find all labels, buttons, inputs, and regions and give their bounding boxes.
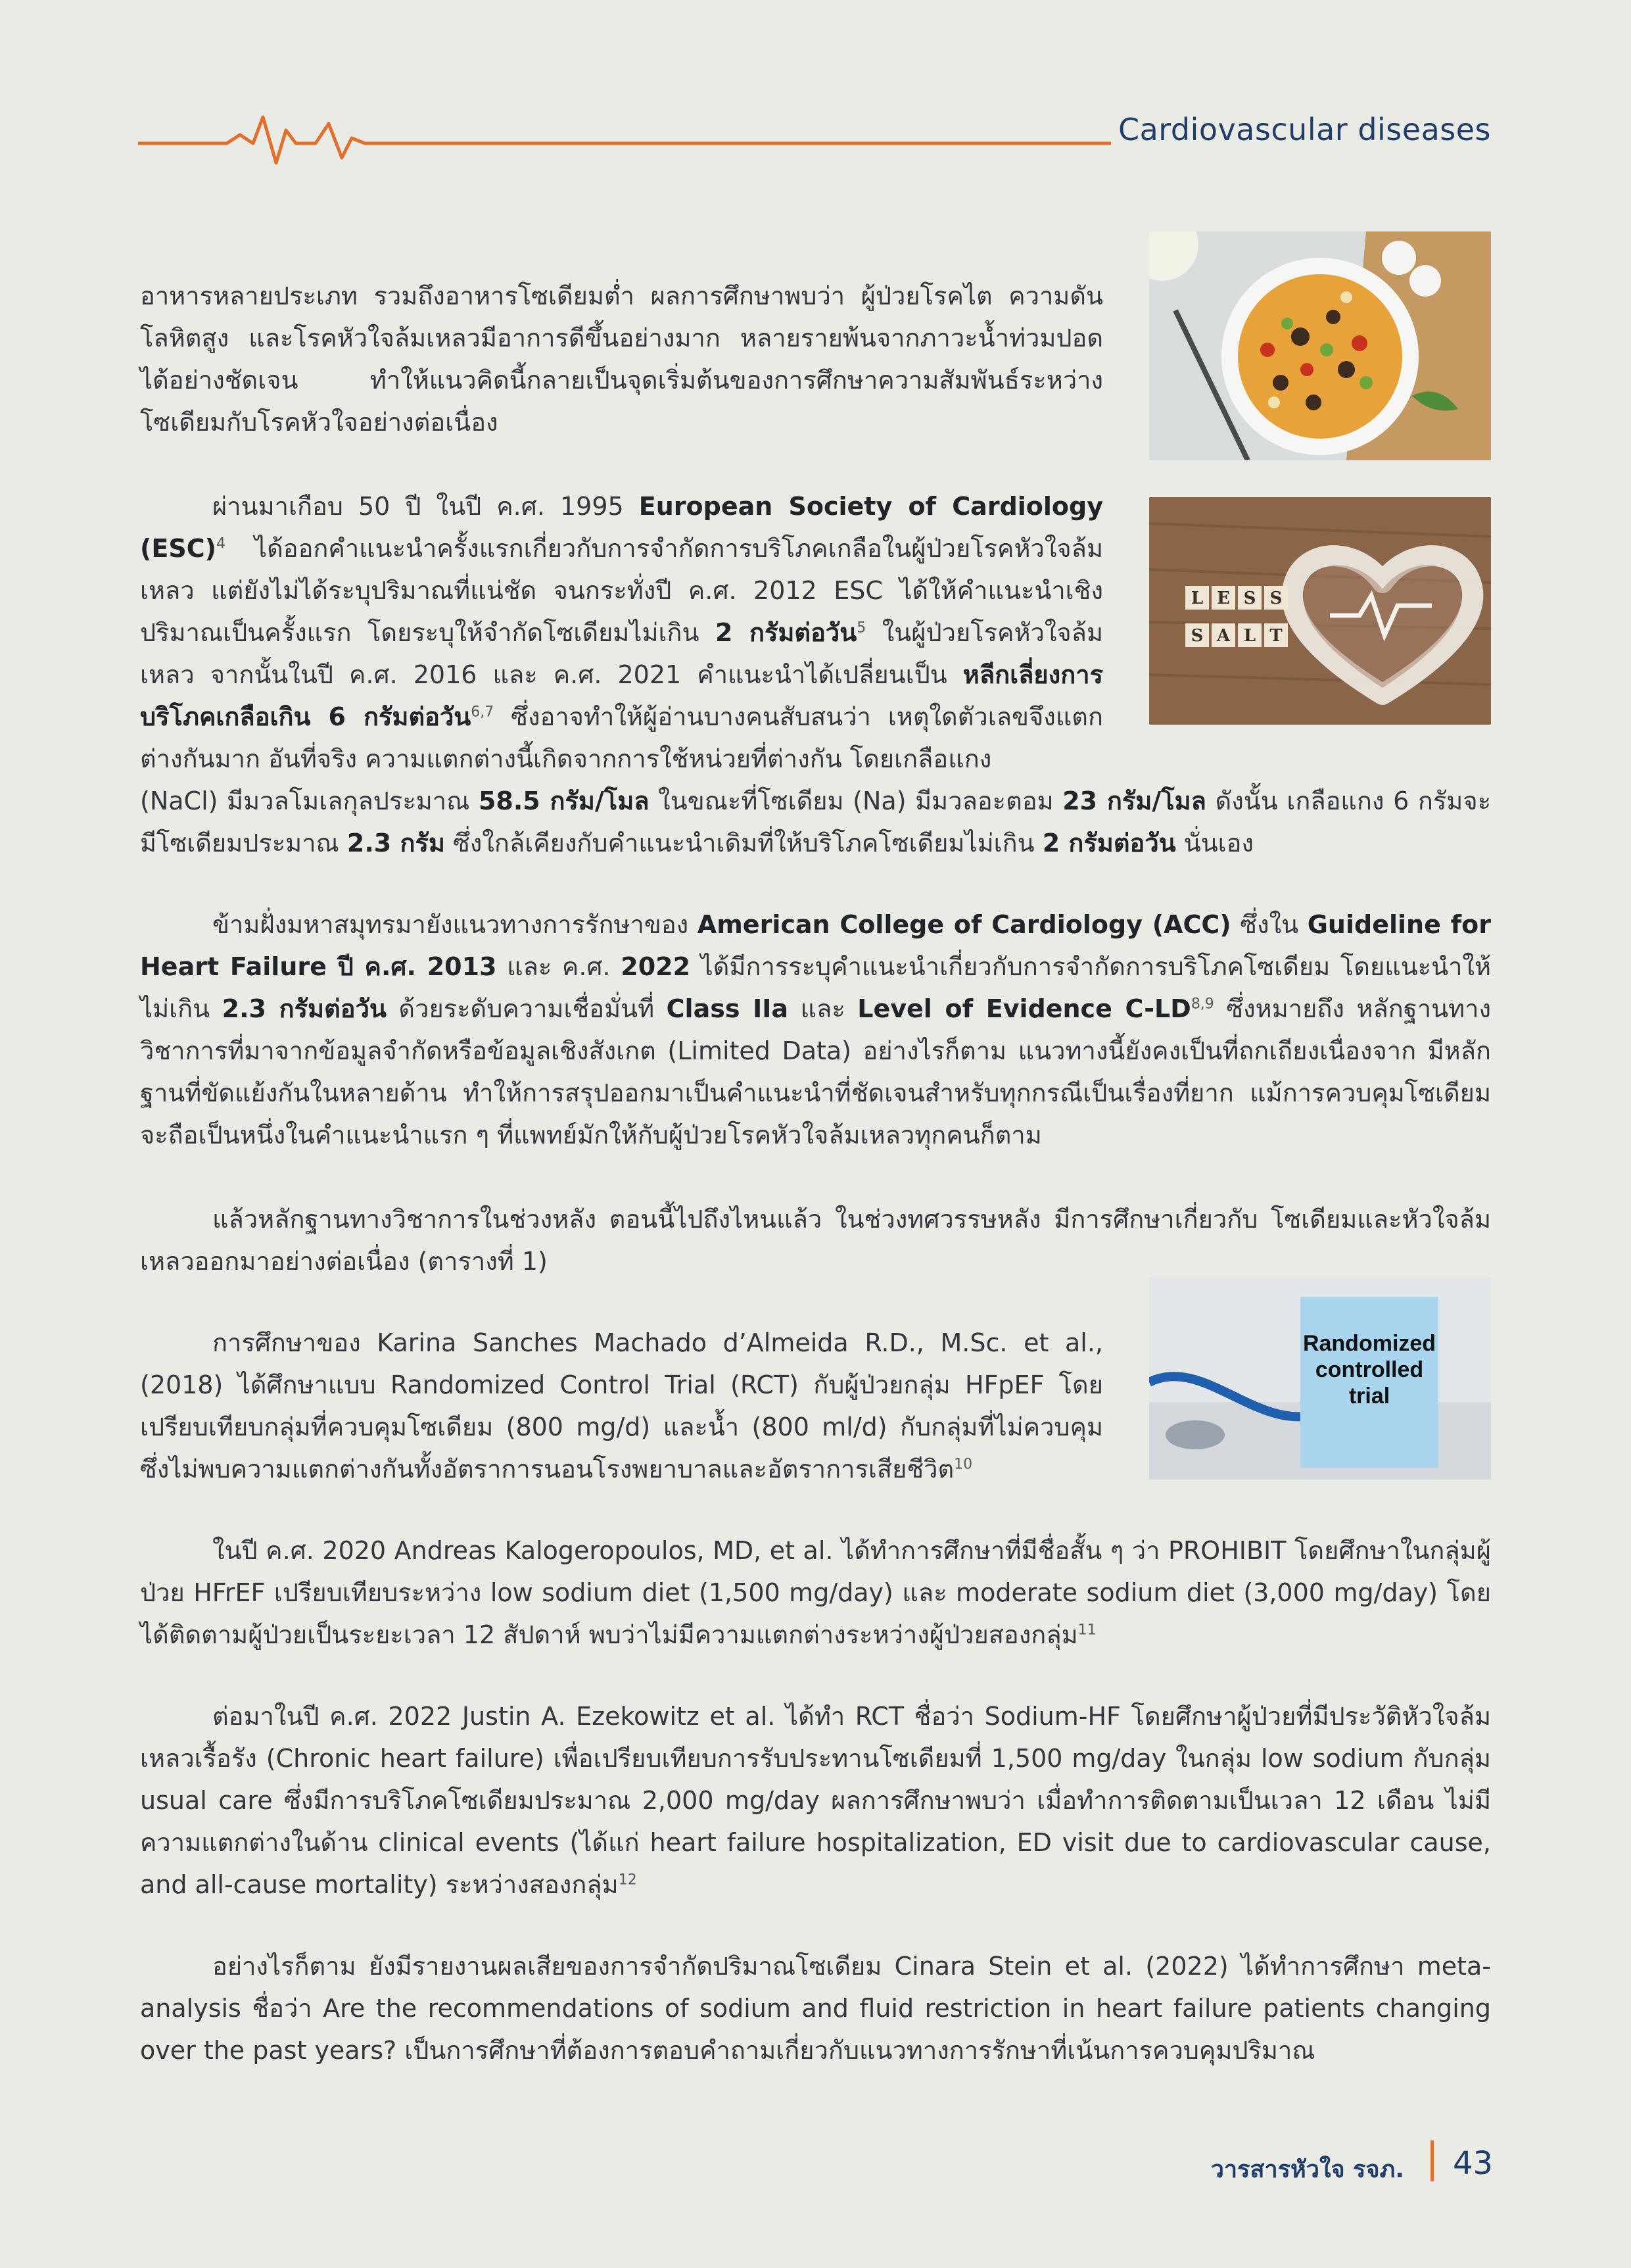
less-salt-heart-icon <box>1149 497 1491 725</box>
rice-salad-bowl-icon <box>1149 231 1491 460</box>
rct-label-2: controlled <box>1315 1357 1424 1382</box>
tile-s2: S <box>1269 589 1283 608</box>
section-title: Cardiovascular diseases <box>1118 112 1491 147</box>
journal-name: วารสารหัวใจ รจภ. <box>1210 2156 1404 2183</box>
tile-s1: S <box>1243 589 1256 608</box>
paragraph-7: ต่อมาในปี ค.ศ. 2022 Justin A. Ezekowitz et al. ได้ทำ RCT ชื่อว่า Sodium-HF โดยศึกษาผู้ป่วยที่มีประวัติหัวใจล้มเหลวเรื้อรัง (Chronic heart failure) เพื่อเปรียบเทียบการรับประทานโซเดียมที่ 1,500 mg/day ในกลุ่ม low sodium กับกลุ่ม usual care ซึ่งมีการบริโภคโซเดียมประมาณ 2,000 mg/day ผลการศึกษาพบว่า เมื่อทำการติดตามเป็นเวลา 12 เดือน ไม่มีความแตกต่างในด้าน clinical events (ได้แก่ heart failure hospitalization, ED visit due to cardiovascular cause, and all-cause mortality) ระหว่างสองกลุ่ม$^{12}$ <box>140 1702 1491 1899</box>
paragraph-5: การศึกษาของ Karina Sanches Machado d’Almeida R.D., M.Sc. et al., (2018) ได้ศึกษาแบบ Randomized Control Trial (RCT) กับผู้ป่วยกลุ่ม HFpEF โดยเปรียบเทียบกลุ่มที่ควบคุมโซเดียม (800 mg/d) และน้ำ (800 ml/d) กับกลุ่มที่ไม่ควบคุม ซึ่งไม่พบความแตกต่างกันทั้งอัตราการนอนโรงพยาบาลและอัตราการเสียชีวิต$^{10}$ <box>140 1328 1103 1484</box>
rct-label-1: Randomized <box>1302 1331 1436 1356</box>
paragraph-3: ข้ามฝั่งมหาสมุทรมายังแนวทางการรักษาของ American College of Cardiology (ACC) ซึ่งใน Guideline for Heart Failure ปี ค.ศ. 2013 และ ค.ศ. 2022 ได้มีการระบุคำแนะนำเกี่ยวกับการจำกัดการบริโภคโซเดียม โดยแนะนำให้ไม่เกิน 2.3 กรัมต่อวัน ด้วยระดับความเชื่อมั่นที่ Class IIa และ Level of Evidence C-LD$^{8,9}$ ซึ่งหมายถึง หลักฐานทางวิชาการที่มาจากข้อมูลจำกัดหรือข้อมูลเชิงสังเกต (Limited Data) อย่างไรก็ตาม แนวทางนี้ยังคงเป็นที่ถกเถียงเนื่องจาก มีหลักฐานที่ขัดแย้งกันในหลายด้าน ทำให้การสรุปออกมาเป็นคำแนะนำที่ชัดเจนสำหรับทุกกรณีเป็นเรื่องที่ยาก แม้การควบคุมโซเดียมจะถือเป็นหนึ่งในคำแนะนำแรก ๆ ที่แพทย์มักให้กับผู้ป่วยโรคหัวใจล้มเหลวทุกคนก็ตาม <box>140 910 1492 1149</box>
stethoscope-rct-icon <box>1149 1277 1491 1480</box>
ecg-wave-icon <box>138 117 1111 163</box>
tile-t: T <box>1269 626 1283 646</box>
tile-s3: S <box>1191 626 1204 646</box>
tile-a: A <box>1216 626 1231 646</box>
page-number: 43 <box>1453 2145 1494 2182</box>
paragraph-8: อย่างไรก็ตาม ยังมีรายงานผลเสียของการจำกัดปริมาณโซเดียม Cinara Stein et al. (2022) ได้ทำการศึกษา meta-analysis ชื่อว่า Are the recommendations of sodium and fluid restriction in heart failure patients changing over the past years? เป็นการศึกษาที่ต้องการตอบคำถามเกี่ยวกับแนวทางการรักษาที่เน้นการควบคุมปริมาณ <box>140 1952 1491 2065</box>
paragraph-2: ผ่านมาเกือบ 50 ปี ในปี ค.ศ. 1995 European Society of Cardiology (ESC)$^4$ ได้ออกคำแนะนำครั้งแรกเกี่ยวกับการจำกัดการบริโภคเกลือในผู้ป่วยโรคหัวใจล้มเหลว แต่ยังไม่ได้ระบุปริมาณที่แน่ชัด จนกระทั่งปี ค.ศ. 2012 ESC ได้ให้คำแนะนำเชิงปริมาณเป็นครั้งแรก โดยระบุให้จำกัดโซเดียมไม่เกิน 2 กรัมต่อวัน$^5$ ในผู้ป่วยโรคหัวใจล้มเหลว จากนั้นในปี ค.ศ. 2016 และ ค.ศ. 2021 คำแนะนำได้เปลี่ยนเป็น หลีกเลี่ยงการบริโภคเกลือเกิน 6 กรัมต่อวัน$^{6,7}$ ซึ่งอาจทำให้ผู้อ่านบางคนสับสนว่า เหตุใดตัวเลขจึงแตกต่างกันมาก อันที่จริง ความแตกต่างนี้เกิดจากการใช้หน่วยที่ต่างกัน โดยเกลือแกง <box>140 492 1104 773</box>
rct-label-3: trial <box>1348 1384 1390 1409</box>
salad-photo <box>1149 231 1491 460</box>
tile-l2: L <box>1243 626 1256 646</box>
footer-divider <box>1430 2140 1434 2181</box>
paragraph-4: แล้วหลักฐานทางวิชาการในช่วงหลัง ตอนนี้ไปถึงไหนแล้ว ในช่วงทศวรรษหลัง มีการศึกษาเกี่ยวกับ โซเดียมและหัวใจล้มเหลวออกมาอย่างต่อเนื่อง (ตารางที่ 1) <box>140 1205 1491 1276</box>
rct-photo <box>1149 1277 1491 1480</box>
tile-l: L <box>1191 589 1204 608</box>
paragraph-1: อาหารหลายประเภท รวมถึงอาหารโซเดียมต่ำ ผลการศึกษาพบว่า ผู้ป่วยโรคไต ความดันโลหิตสูง และโรคหัวใจล้มเหลวมีอาการดีขึ้นอย่างมาก หลายรายพ้นจากภาวะน้ำท่วมปอดได้อย่างชัดเจน ทำให้แนวคิดนี้กลายเป็นจุดเริ่มต้นของการศึกษาความสัมพันธ์ระหว่างโซเดียมกับโรคหัวใจอย่างต่อเนื่อง <box>140 281 1103 437</box>
paragraph-2-continued: (NaCl) มีมวลโมเลกุลประมาณ 58.5 กรัม/โมล ในขณะที่โซเดียม (Na) มีมวลอะตอม 23 กรัม/โมล ดังนั้น เกลือแกง 6 กรัมจะมีโซเดียมประมาณ 2.3 กรัม ซึ่งใกล้เคียงกับคำแนะนำเดิมที่ให้บริโภคโซเดียมไม่เกิน 2 กรัมต่อวัน นั่นเอง <box>140 786 1491 857</box>
tile-e: E <box>1217 589 1230 608</box>
ecg-header-line <box>138 105 1111 164</box>
paragraph-6: ในปี ค.ศ. 2020 Andreas Kalogeropoulos, MD, et al. ได้ทำการศึกษาที่มีชื่อสั้น ๆ ว่า PROHIBIT โดยศึกษาในกลุ่มผู้ป่วย HFrEF เปรียบเทียบระหว่าง low sodium diet (1,500 mg/day) และ moderate sodium diet (3,000 mg/day) โดยได้ติดตามผู้ป่วยเป็นระยะเวลา 12 สัปดาห์ พบว่าไม่มีความแตกต่างระหว่างผู้ป่วยสองกลุ่ม$^{11}$ <box>140 1536 1491 1649</box>
less-salt-photo <box>1149 497 1491 725</box>
